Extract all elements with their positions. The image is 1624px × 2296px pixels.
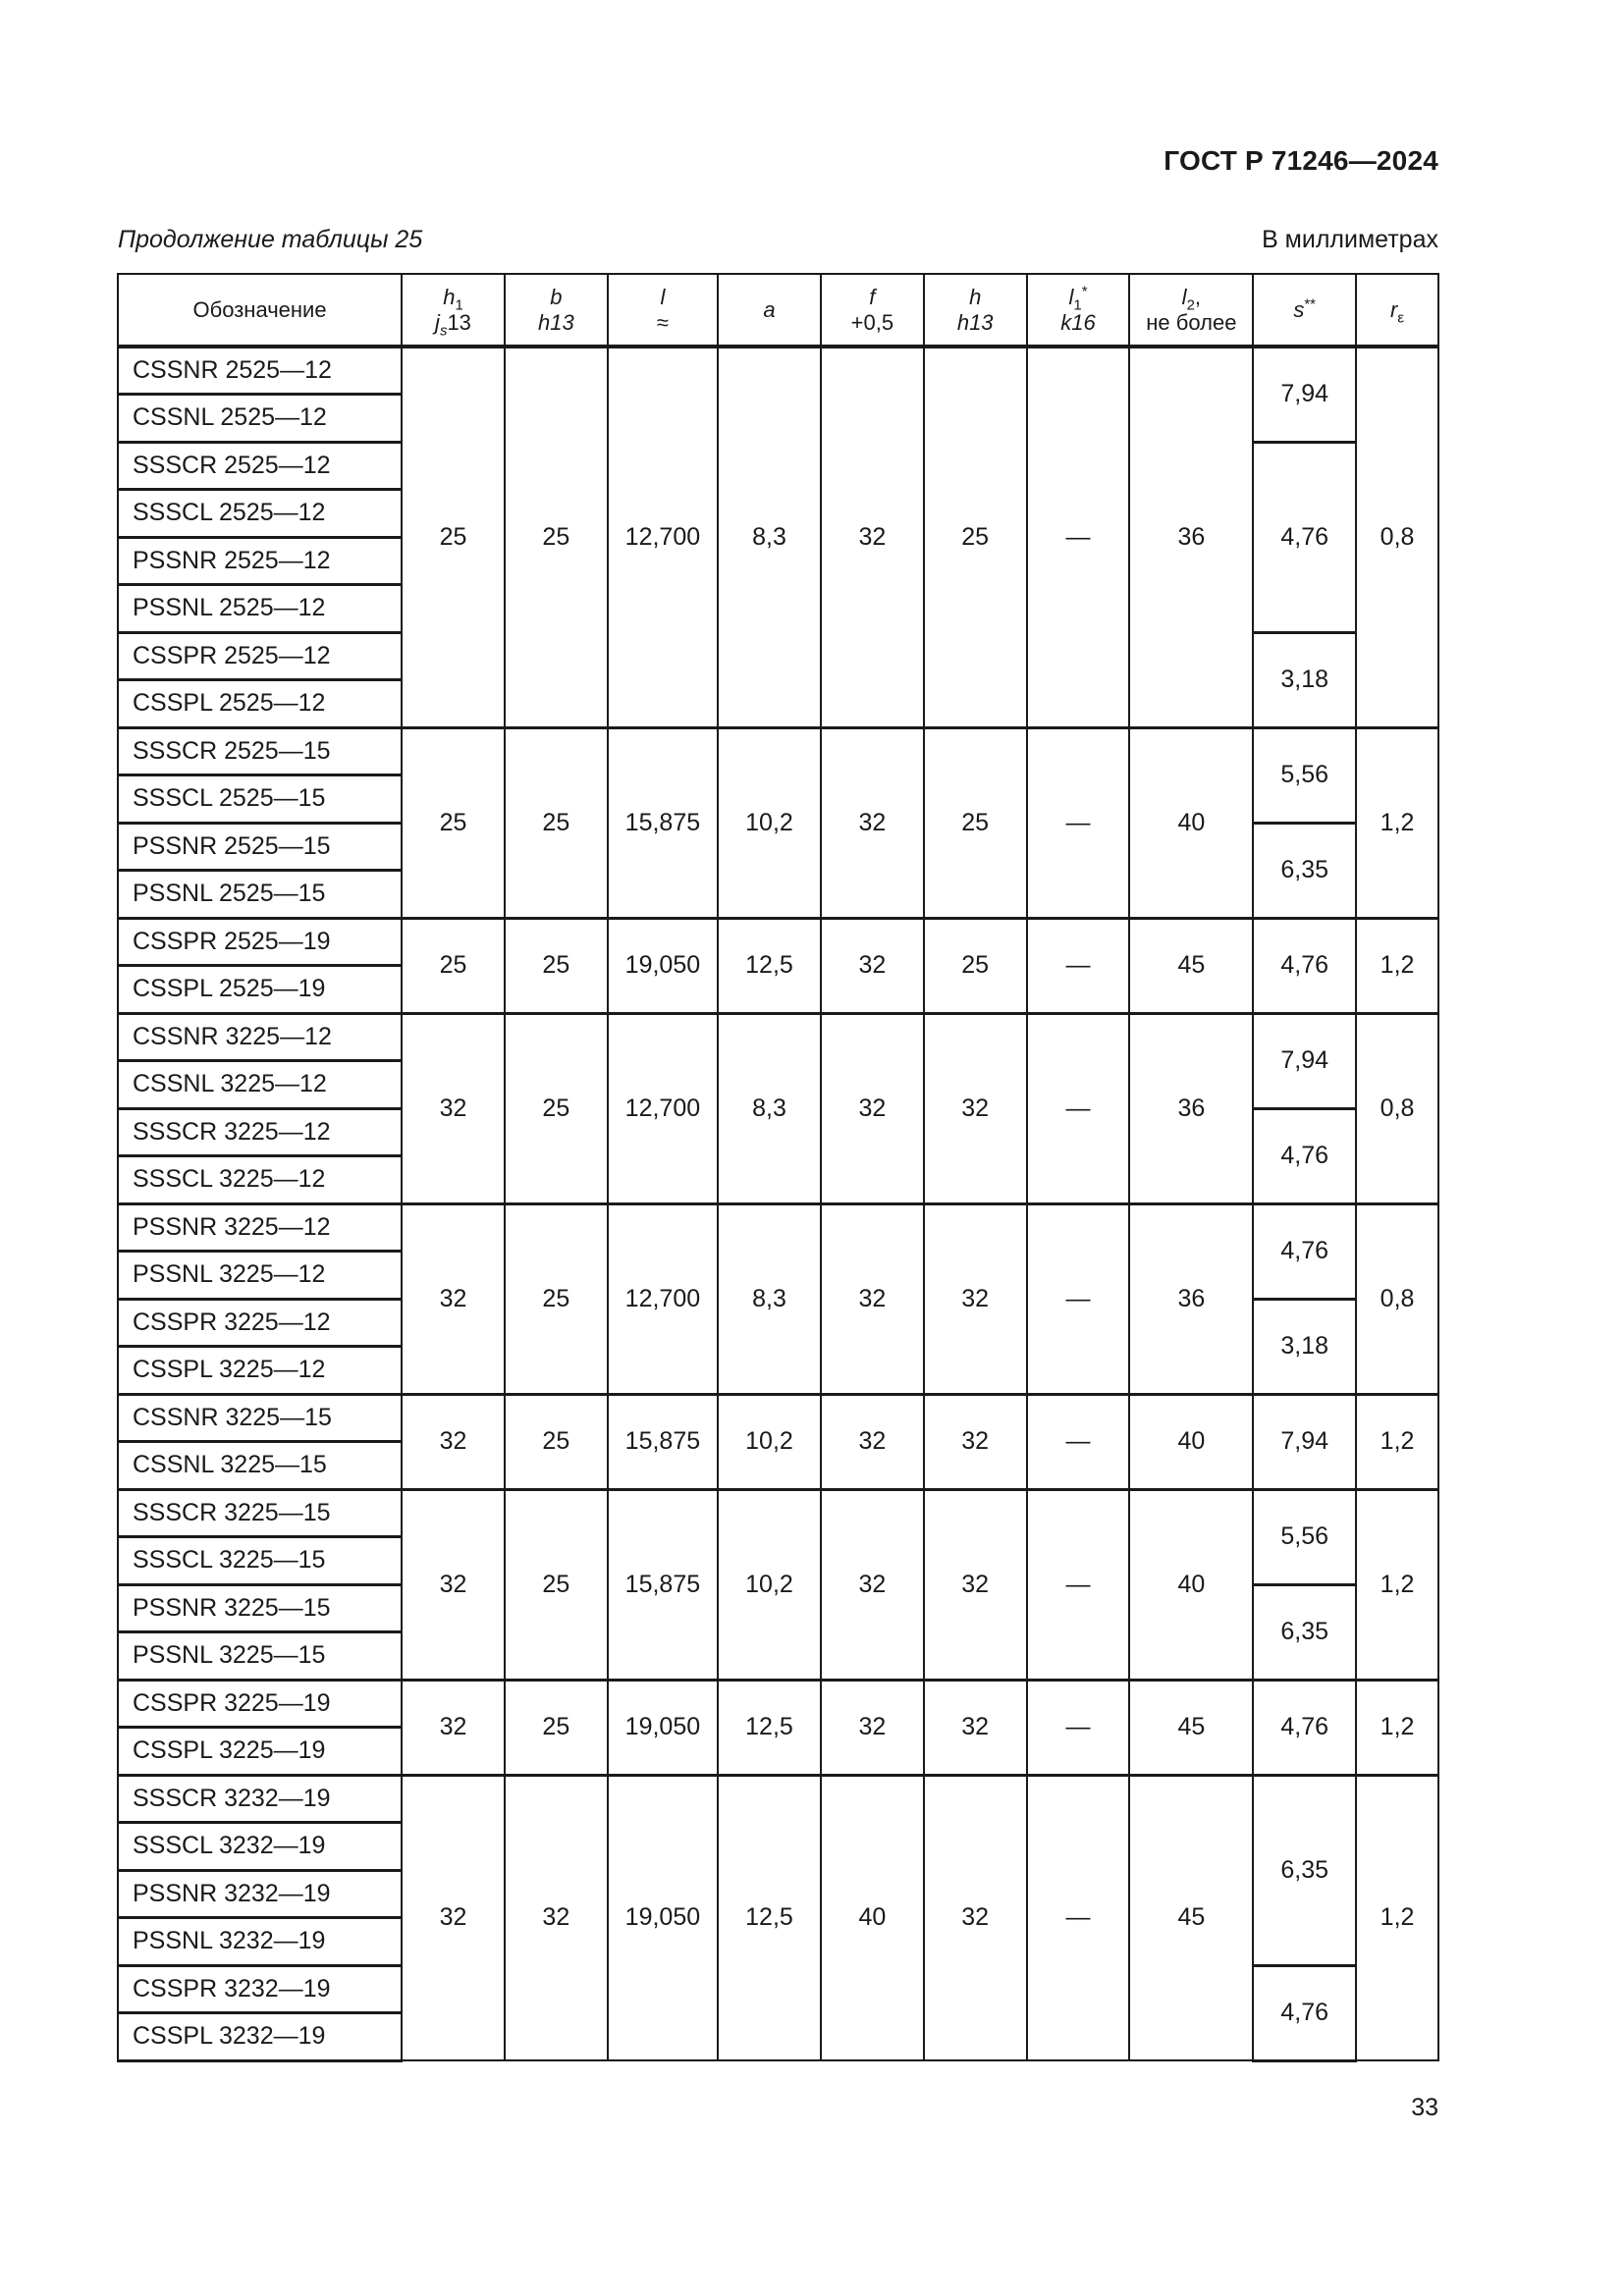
cell-h: 32 <box>924 1680 1027 1775</box>
cell-s: 4,76 <box>1253 1203 1356 1299</box>
cell-h: 32 <box>924 1203 1027 1394</box>
cell-l: 15,875 <box>608 727 718 918</box>
cell-s: 5,56 <box>1253 1489 1356 1584</box>
cell-s: 7,94 <box>1253 347 1356 442</box>
cell-s: 3,18 <box>1253 1299 1356 1394</box>
designation-cell: CSSPR 3232—19 <box>118 1965 402 2013</box>
cell-h1: 32 <box>402 1489 505 1680</box>
page-number: 33 <box>1411 2094 1438 2121</box>
table-row <box>118 347 1438 395</box>
cell-l1: — <box>1027 1775 1130 2060</box>
cell-f: 32 <box>821 1489 924 1680</box>
designation-cell: CSSPR 2525—19 <box>118 918 402 966</box>
cell-h: 32 <box>924 1394 1027 1489</box>
cell-h1: 32 <box>402 1203 505 1394</box>
designation-cell: CSSNR 3225—12 <box>118 1013 402 1061</box>
standard-code: ГОСТ Р 71246—2024 <box>1164 145 1438 176</box>
cell-l1: — <box>1027 347 1130 727</box>
cell-h: 32 <box>924 1013 1027 1203</box>
table-row <box>118 1203 1438 1252</box>
cell-s: 4,76 <box>1253 918 1356 1013</box>
cell-l: 12,700 <box>608 1203 718 1394</box>
cell-b: 25 <box>505 1394 608 1489</box>
cell-b: 25 <box>505 1013 608 1203</box>
table-header <box>118 274 1438 347</box>
designation-cell: CSSPL 3225—19 <box>118 1728 402 1776</box>
cell-a: 8,3 <box>718 347 821 727</box>
cell-l1: — <box>1027 1203 1130 1394</box>
cell-l2: 40 <box>1129 727 1253 918</box>
cell-f: 32 <box>821 347 924 727</box>
designation-cell: SSSCR 3232—19 <box>118 1775 402 1823</box>
cell-s: 3,18 <box>1253 632 1356 727</box>
cell-f: 32 <box>821 727 924 918</box>
cell-l2: 36 <box>1129 1013 1253 1203</box>
designation-cell: SSSCR 3225—15 <box>118 1489 402 1537</box>
cell-l: 19,050 <box>608 1775 718 2060</box>
cell-h1: 25 <box>402 918 505 1013</box>
cell-b: 32 <box>505 1775 608 2060</box>
col-h: h h13 <box>924 274 1027 347</box>
col-h1: $h_1$ $j_s13$ <box>402 274 505 347</box>
cell-l1: — <box>1027 918 1130 1013</box>
cell-h1: 25 <box>402 727 505 918</box>
cell-r: 1,2 <box>1356 1394 1438 1489</box>
cell-r: 1,2 <box>1356 918 1438 1013</box>
table-row <box>118 1775 1438 1823</box>
designation-cell: PSSNL 2525—12 <box>118 585 402 633</box>
col-designation: Обозначение <box>118 274 402 347</box>
cell-s: 7,94 <box>1253 1394 1356 1489</box>
table-row <box>118 1394 1438 1442</box>
cell-l: 15,875 <box>608 1489 718 1680</box>
cell-l1: — <box>1027 727 1130 918</box>
cell-a: 10,2 <box>718 1489 821 1680</box>
cell-l1: — <box>1027 1680 1130 1775</box>
col-a: a <box>718 274 821 347</box>
cell-f: 32 <box>821 1013 924 1203</box>
designation-cell: PSSNL 2525—15 <box>118 871 402 919</box>
cell-h: 25 <box>924 918 1027 1013</box>
cell-l2: 40 <box>1129 1394 1253 1489</box>
col-l2: $l_2$, не более <box>1129 274 1253 347</box>
cell-s: 5,56 <box>1253 727 1356 823</box>
table-row <box>118 1013 1438 1061</box>
designation-cell: PSSNL 3225—15 <box>118 1632 402 1681</box>
cell-f: 32 <box>821 918 924 1013</box>
designation-cell: PSSNR 2525—15 <box>118 823 402 871</box>
cell-a: 12,5 <box>718 1775 821 2060</box>
designation-cell: CSSNL 3225—12 <box>118 1061 402 1109</box>
cell-b: 25 <box>505 918 608 1013</box>
col-r: $r_\varepsilon$ <box>1356 274 1438 347</box>
cell-r: 0,8 <box>1356 1013 1438 1203</box>
designation-cell: SSSCL 3225—15 <box>118 1537 402 1585</box>
designation-cell: SSSCL 2525—12 <box>118 490 402 538</box>
table-row <box>118 1489 1438 1537</box>
designation-cell: PSSNR 2525—12 <box>118 537 402 585</box>
cell-a: 12,5 <box>718 918 821 1013</box>
designation-cell: PSSNL 3232—19 <box>118 1918 402 1966</box>
cell-r: 1,2 <box>1356 727 1438 918</box>
table-row <box>118 727 1438 775</box>
designation-cell: CSSPL 3225—12 <box>118 1347 402 1395</box>
designation-cell: CSSNL 3225—15 <box>118 1442 402 1490</box>
cell-f: 32 <box>821 1203 924 1394</box>
cell-s: 6,35 <box>1253 1775 1356 1965</box>
col-f: f +0,5 <box>821 274 924 347</box>
designation-cell: CSSPR 3225—12 <box>118 1299 402 1347</box>
designation-cell: SSSCR 2525—12 <box>118 442 402 490</box>
cell-s: 6,35 <box>1253 823 1356 918</box>
cell-h1: 25 <box>402 347 505 727</box>
cell-l1: — <box>1027 1013 1130 1203</box>
designation-cell: PSSNR 3225—15 <box>118 1584 402 1632</box>
units-note: В миллиметрах <box>1262 226 1438 253</box>
cell-b: 25 <box>505 1203 608 1394</box>
cell-l: 15,875 <box>608 1394 718 1489</box>
table-row <box>118 1680 1438 1728</box>
table-body <box>118 347 1438 2060</box>
cell-s: 4,76 <box>1253 1680 1356 1775</box>
cell-s: 4,76 <box>1253 1965 1356 2060</box>
cell-r: 1,2 <box>1356 1775 1438 2060</box>
cell-f: 32 <box>821 1680 924 1775</box>
cell-h: 32 <box>924 1775 1027 2060</box>
table-row <box>118 918 1438 966</box>
cell-a: 12,5 <box>718 1680 821 1775</box>
cell-f: 32 <box>821 1394 924 1489</box>
cell-l2: 36 <box>1129 1203 1253 1394</box>
cell-l2: 45 <box>1129 1775 1253 2060</box>
cell-h1: 32 <box>402 1775 505 2060</box>
designation-cell: SSSCR 2525—15 <box>118 727 402 775</box>
cell-h1: 32 <box>402 1394 505 1489</box>
designation-cell: PSSNR 3225—12 <box>118 1203 402 1252</box>
cell-l: 12,700 <box>608 347 718 727</box>
designation-cell: PSSNL 3225—12 <box>118 1252 402 1300</box>
designation-cell: SSSCR 3225—12 <box>118 1108 402 1156</box>
cell-l2: 45 <box>1129 1680 1253 1775</box>
designation-cell: CSSPR 2525—12 <box>118 632 402 680</box>
col-l1: $l_1^*$ k16 <box>1027 274 1130 347</box>
cell-s: 6,35 <box>1253 1584 1356 1680</box>
cell-h1: 32 <box>402 1013 505 1203</box>
cell-l1: — <box>1027 1489 1130 1680</box>
cell-s: 7,94 <box>1253 1013 1356 1108</box>
dimensions-table <box>117 273 1439 2062</box>
designation-cell: CSSPL 3232—19 <box>118 2013 402 2061</box>
designation-cell: PSSNR 3232—19 <box>118 1870 402 1918</box>
cell-b: 25 <box>505 347 608 727</box>
cell-h: 25 <box>924 347 1027 727</box>
col-b: b h13 <box>505 274 608 347</box>
cell-a: 10,2 <box>718 1394 821 1489</box>
designation-cell: SSSCL 3232—19 <box>118 1823 402 1871</box>
cell-s: 4,76 <box>1253 442 1356 632</box>
cell-a: 10,2 <box>718 727 821 918</box>
cell-r: 0,8 <box>1356 347 1438 727</box>
cell-s: 4,76 <box>1253 1108 1356 1203</box>
designation-cell: CSSNL 2525—12 <box>118 395 402 443</box>
cell-a: 8,3 <box>718 1203 821 1394</box>
cell-h: 32 <box>924 1489 1027 1680</box>
designation-cell: CSSNR 2525—12 <box>118 347 402 395</box>
cell-b: 25 <box>505 1489 608 1680</box>
cell-b: 25 <box>505 1680 608 1775</box>
cell-l1: — <box>1027 1394 1130 1489</box>
cell-l2: 40 <box>1129 1489 1253 1680</box>
cell-h: 25 <box>924 727 1027 918</box>
table-caption: Продолжение таблицы 25 <box>118 226 423 253</box>
cell-r: 1,2 <box>1356 1680 1438 1775</box>
designation-cell: SSSCL 3225—12 <box>118 1156 402 1204</box>
cell-r: 0,8 <box>1356 1203 1438 1394</box>
cell-r: 1,2 <box>1356 1489 1438 1680</box>
cell-l: 19,050 <box>608 1680 718 1775</box>
cell-l: 19,050 <box>608 918 718 1013</box>
cell-h1: 32 <box>402 1680 505 1775</box>
designation-cell: SSSCL 2525—15 <box>118 775 402 824</box>
cell-b: 25 <box>505 727 608 918</box>
cell-l: 12,700 <box>608 1013 718 1203</box>
designation-cell: CSSPL 2525—19 <box>118 966 402 1014</box>
cell-l2: 36 <box>1129 347 1253 727</box>
col-s: s** <box>1253 274 1356 347</box>
designation-cell: CSSPR 3225—19 <box>118 1680 402 1728</box>
designation-cell: CSSPL 2525—12 <box>118 680 402 728</box>
cell-f: 40 <box>821 1775 924 2060</box>
cell-a: 8,3 <box>718 1013 821 1203</box>
cell-l2: 45 <box>1129 918 1253 1013</box>
col-l: l ≈ <box>608 274 718 347</box>
designation-cell: CSSNR 3225—15 <box>118 1394 402 1442</box>
